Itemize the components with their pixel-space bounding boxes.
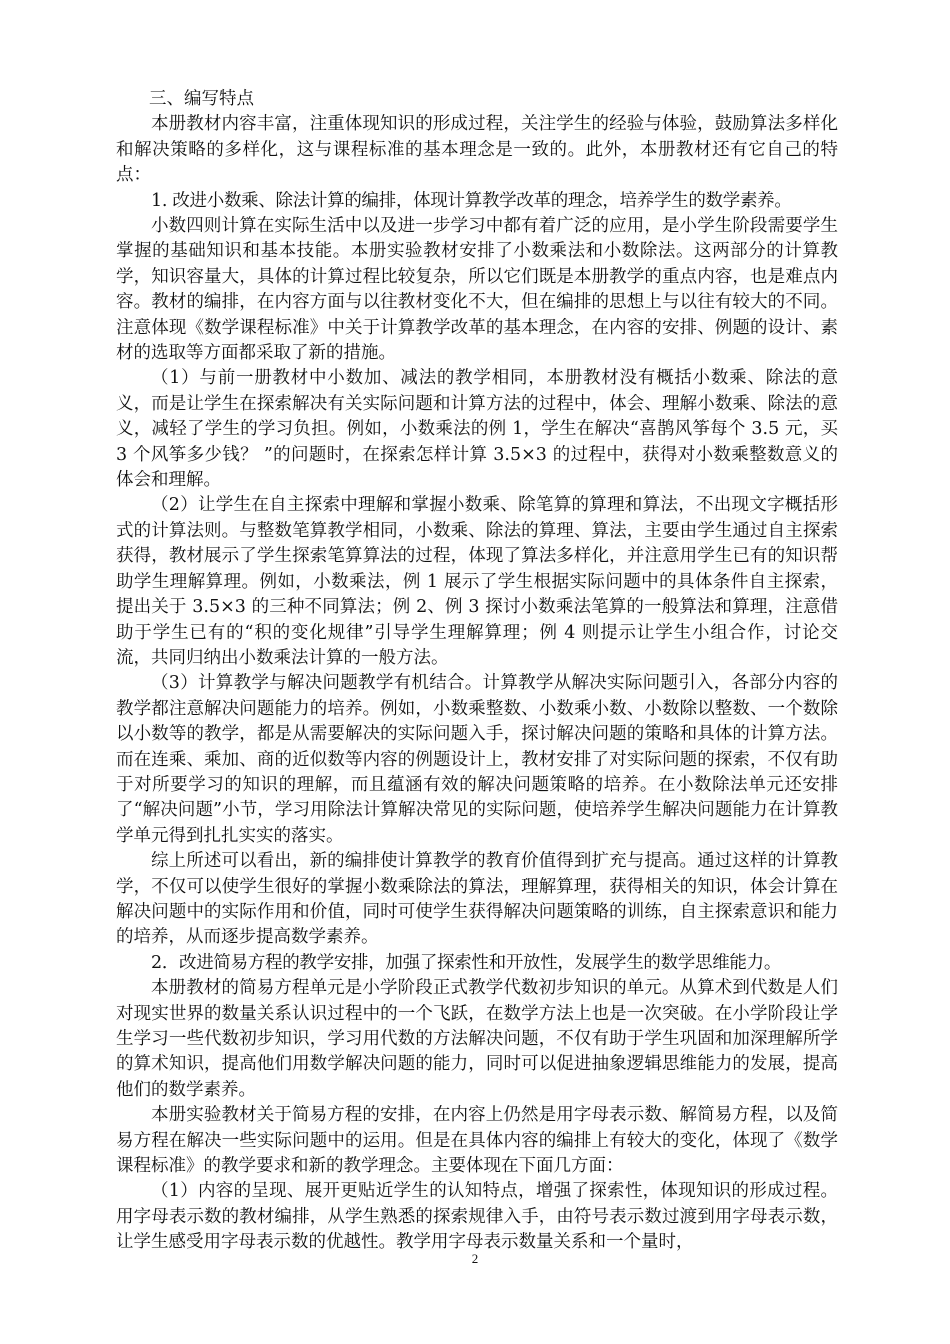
- paragraph-equation-arrangement: 本册实验教材关于简易方程的安排，在内容上仍然是用字母表示数、解简易方程，以及简易方程在解决一些实际问题中的运用。但是在具体内容的编排上有较大的变化，体现了《数学课程标准》的教学要求和新的教学理念。主要体现在下面几方面：: [116, 1105, 838, 1177]
- paragraph-intro: 本册教材内容丰富，注重体现知识的形成过程，关注学生的经验与体验，鼓励算法多样化和解决策略的多样化，这与课程标准的基本理念是一致的。此外，本册教材还有它自己的特点：: [116, 114, 838, 186]
- paragraph-point-2-title: 2．改进简易方程的教学安排，加强了探索性和开放性，发展学生的数学思维能力。: [151, 952, 782, 973]
- paragraph-equation-item-1: （1）内容的呈现、展开更贴近学生的认知特点，增强了探索性，体现知识的形成过程。用字母表示数的教材编排，从学生熟悉的探索规律入手，由符号表示数过渡到用字母表示数，让学生感受用字母表示数的优越性。教学用字母表示数量关系和一个量时，: [116, 1181, 838, 1253]
- section-heading: 三、编写特点: [149, 89, 254, 109]
- paragraph-item-1: （1）与前一册教材中小数加、减法的教学相同，本册教材没有概括小数乘、除法的意义，而是让学生在探索解决有关实际问题和计算方法的过程中，体会、理解小数乘、除法的意义，减轻了学生的学习负担。例如，小数乘法的例 1，学生在解决“喜鹊风筝每个 3.5 元，买 3 个风筝多少钱？ ”的问题时，在探索怎样计算 3.5×3 的过程中，获得对小数乘整数意义的体会和理解。: [116, 368, 838, 491]
- paragraph-item-3: （3）计算教学与解决问题教学有机结合。计算教学从解决实际问题引入，各部分内容的教学都注意解决问题能力的培养。例如，小数乘整数、小数乘小数、小数除以整数、一个数除以小数等的教学，都是从需要解决的实际问题入手，探讨解决问题的策略和具体的计算方法。而在连乘、乘加、商的近似数等内容的例题设计上，教材安排了对实际问题的探索，不仅有助于对所要学习的知识的理解，而且蕴涵有效的解决问题策略的培养。在小数除法单元还安排了“解决问题”小节，学习用除法计算解决常见的实际问题，使培养学生解决问题能力在计算教学单元得到扎扎实实的落实。: [116, 673, 838, 846]
- page-number: 2: [471, 1251, 479, 1266]
- paragraph-equation-overview: 本册教材的简易方程单元是小学阶段正式教学代数初步知识的单元。从算术到代数是人们对现实世界的数量关系认识过程中的一个飞跃，在数学方法上也是一次突破。在小学阶段让学生学习一些代数初步知识，学习用代数的方法解决问题，不仅有助于学生巩固和加深理解所学的算术知识，提高他们用数学解决问题的能力，同时可以促进抽象逻辑思维能力的发展，提高他们的数学素养。: [116, 978, 838, 1100]
- paragraph-item-2: （2）让学生在自主探索中理解和掌握小数乘、除笔算的算理和算法，不出现文字概括形式的计算法则。与整数笔算教学相同，小数乘、除法的算理、算法，主要由学生通过自主探索获得，教材展示了学生探索笔算算法的过程，体现了算法多样化，并注意用学生已有的知识帮助学生理解算理。例如，小数乘法，例 1 展示了学生根据实际问题中的具体条件自主探索，提出关于 3.5×3 的三种不同算法；例 2、例 3 探讨小数乘法笔算的一般算法和算理，注意借助于学生已有的“积的变化规律”引导学生理解算理；例 4 则提示让学生小组合作，讨论交流，共同归纳出小数乘法计算的一般方法。: [116, 495, 838, 668]
- paragraph-point-1-title: 1. 改进小数乘、除法计算的编排，体现计算教学改革的理念，培养学生的数学素养。: [151, 190, 792, 211]
- paragraph-summary: 综上所述可以看出，新的编排使计算教学的教育价值得到扩充与提高。通过这样的计算教学，不仅可以使学生很好的掌握小数乘除法的算法，理解算理，获得相关的知识，体会计算在解决问题中的实际作用和价值，同时可使学生获得解决问题策略的训练，自主探索意识和能力的培养，从而逐步提高数学素养。: [116, 851, 838, 948]
- paragraph-decimal-overview: 小数四则计算在实际生活中以及进一步学习中都有着广泛的应用，是小学生阶段需要学生掌握的基础知识和基本技能。本册实验教材安排了小数乘法和小数除法。这两部分的计算教学，知识容量大，具体的计算过程比较复杂，所以它们既是本册教学的重点内容，也是难点内容。教材的编排，在内容方面与以往教材变化不大，但在编排的思想上与以往有较大的不同。注意体现《数学课程标准》中关于计算教学改革的基本理念，在内容的安排、例题的设计、素材的选取等方面都采取了新的措施。: [116, 216, 838, 364]
- document-body: [116, 87, 838, 1256]
